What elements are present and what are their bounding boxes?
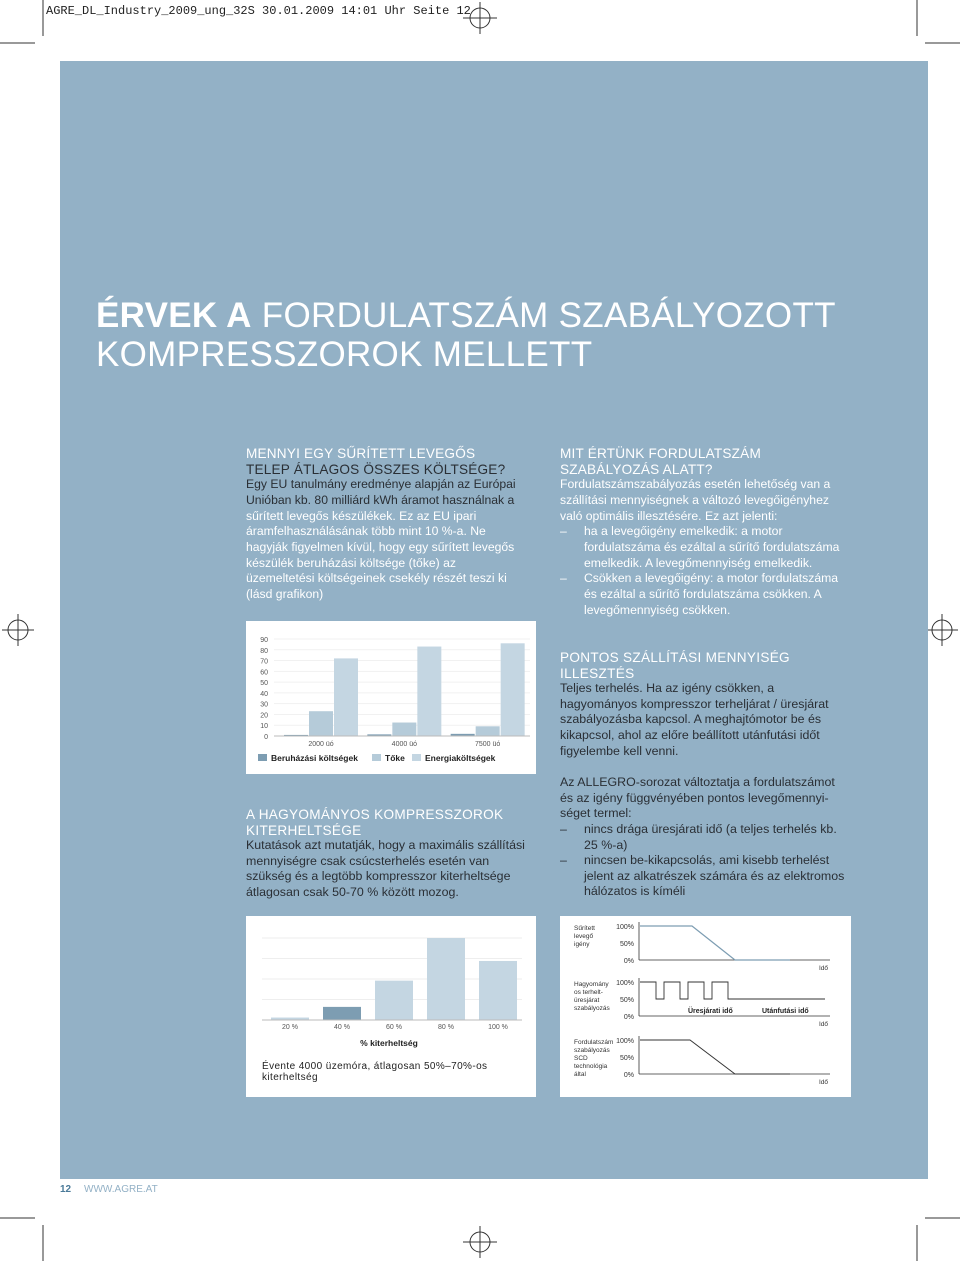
legend-label: Tőke: [385, 753, 405, 763]
cost-body: [246, 477, 546, 603]
x-tick-label: 7500 üó: [475, 741, 501, 748]
text-line: sűrített levegős készülékek. Ez az EU ipari: [246, 508, 477, 523]
text-line: szükség és a legtöbb kompresszor kiterheltsége: [246, 869, 511, 884]
delivery-heading: [560, 650, 860, 681]
idle-time-label: Üresjárati idő: [688, 1008, 733, 1015]
text-line: séget termel:: [560, 806, 632, 821]
heading-line: KITERHELTSÉGE: [246, 822, 362, 838]
row-label: os terhelt-: [574, 989, 603, 996]
y-tick-label: 0%: [623, 958, 634, 965]
y-tick-label: 90: [260, 637, 268, 644]
load-chart: [246, 916, 536, 1097]
speed-control-section: [560, 446, 860, 619]
row-label: szabályozás: [574, 1005, 610, 1012]
bar-energy: [334, 658, 358, 736]
heading-line: MENNYI EGY SŰRÍTETT LEVEGŐS: [246, 446, 476, 461]
text-line: szabályozásba kapcsol. A meghajtómotor be és: [560, 712, 822, 727]
y-tick-label: 0: [264, 734, 268, 741]
text-line: üzemeltetési költségeinek csekély részét teszi ki: [246, 571, 507, 586]
row-label: Sűrített: [574, 925, 595, 932]
text-line: mennyiségre csak csúcsterhelés esetén van: [246, 853, 490, 868]
text-line: (lásd grafikon): [246, 587, 324, 602]
heading-line: MIT ÉRTÜNK FORDULATSZÁM: [560, 446, 761, 461]
text-line: hálózatos is kíméli: [584, 884, 686, 899]
text-line: Unióban kb. 80 milliárd kWh áramot használnak a: [246, 492, 515, 507]
text-line: és az igény függvényében pontos levegőmennyi-: [560, 790, 829, 805]
x-tick-label: 80 %: [438, 1024, 454, 1031]
list-item: [560, 524, 860, 571]
text-line: levegőmennyiség csökken.: [584, 602, 731, 617]
cost-chart: [246, 621, 536, 774]
y-tick-label: 0%: [623, 1072, 634, 1079]
text-line: – ha a levegőigény emelkedik: a motor: [584, 524, 783, 539]
on-off-curve: [640, 982, 825, 999]
title-part-1: FORDULATSZÁM SZABÁLYOZOTT: [251, 296, 836, 335]
list-item: [560, 571, 860, 618]
y-tick-label: 100%: [616, 980, 634, 987]
y-tick-label: 50%: [619, 997, 634, 1004]
text-line: és ezáltal a sűrítő fordulatszáma csökken. A: [584, 587, 822, 602]
y-tick-label: 50%: [619, 1055, 634, 1062]
text-line: – nincs drága üresjárati idő (a teljes terhelés kb.: [584, 821, 837, 836]
text-line: – nincsen be-kikapcsolás, ami kisebb terhelést: [584, 853, 830, 868]
text-line: fordulatszáma és ezáltal a sűrítő fordulatszáma: [584, 540, 840, 554]
x-tick-label: 4000 üó: [391, 741, 417, 748]
run-on-time-label: Utánfutási idő: [762, 1008, 809, 1015]
text-line: készülék beruházási költsége (tőke) az: [246, 555, 457, 570]
cost-chart-svg: [246, 621, 536, 774]
x-axis-label: % kiterheltség: [360, 1038, 418, 1048]
row-label: által: [574, 1071, 586, 1078]
row-label: Fordulatszám: [574, 1039, 614, 1046]
x-tick-label: 100 %: [488, 1024, 508, 1031]
list-item: [560, 822, 860, 853]
text-line: hagyományos kompresszor terheljárat / üresjárat: [560, 696, 829, 711]
bar: [479, 961, 517, 1020]
row-label: szabályozás: [574, 1047, 610, 1054]
list-item: [560, 853, 860, 900]
cost-heading: [246, 446, 546, 477]
legend-swatch: [412, 754, 421, 761]
x-tick-label: 40 %: [334, 1024, 350, 1031]
load-section: [246, 807, 546, 901]
text-line: kikapcsol, ahol az előre beállított utánfutási időt: [560, 727, 820, 742]
y-tick-label: 100%: [616, 924, 634, 931]
bar: [323, 1007, 361, 1020]
y-tick-label: 60: [260, 669, 268, 677]
allegro-list: [560, 822, 860, 900]
text-line: szállítási mennyiségnek a változó levegőigényhez: [560, 492, 829, 507]
chart-caption: kiterheltség: [262, 1072, 318, 1083]
demand-curve: [640, 926, 790, 960]
bar-energy: [501, 643, 525, 736]
y-tick-label: 50%: [619, 941, 634, 948]
bar-capital: [392, 723, 416, 736]
text-line: áramfelhasználásának több mint 10 %-a. Ne: [246, 524, 486, 539]
row-label: technológia: [574, 1063, 608, 1070]
load-chart-svg: [246, 916, 536, 1097]
legend-swatch: [258, 754, 267, 761]
operation-diagram-svg: [560, 916, 851, 1097]
printer-slug: AGRE_DL_Industry_2009_ung_32S 30.01.2009 14:01 Uhr Seite 12: [46, 4, 471, 18]
speed-control-list: [560, 524, 860, 618]
text-line: Fordulatszámszabályozás esetén lehetőség van a: [560, 477, 831, 492]
bar-energy: [417, 647, 441, 736]
x-tick-label: 60 %: [386, 1024, 402, 1031]
text-line: 25 %-a): [584, 837, 628, 852]
legend-swatch: [372, 754, 381, 761]
x-tick-label: 20 %: [282, 1024, 298, 1031]
row-label: üresjárat: [574, 997, 600, 1004]
x-tick-label: 2000 üó: [308, 741, 334, 748]
text-line: átlagosan csak 50-70 % között mozog.: [246, 884, 459, 899]
time-axis-label: Idő: [818, 1021, 828, 1028]
row-label: SCD: [574, 1055, 588, 1062]
cost-section: [246, 446, 546, 603]
load-heading: [246, 807, 546, 838]
footer-url[interactable]: WWW.AGRE.AT: [84, 1184, 158, 1195]
chart-caption: Évente 4000 üzemóra, átlagosan 50%–70%-os: [262, 1061, 488, 1072]
text-line: emelkedik. A levegőmennyiség emelkedik.: [584, 555, 813, 570]
text-line: hagyják figyelmen kívül, hogy egy sűrített levegős: [246, 540, 515, 554]
title-bold: ÉRVEK A: [96, 296, 252, 335]
legend-label: Energiaköltségek: [425, 753, 496, 763]
page-number: 12: [60, 1184, 72, 1195]
y-tick-label: 30: [260, 701, 268, 709]
y-tick-label: 70: [260, 658, 268, 666]
speed-control-heading: [560, 446, 860, 477]
heading-line: ILLESZTÉS: [560, 665, 635, 681]
time-axis-label: Idő: [818, 1079, 828, 1086]
bar-capital: [476, 726, 500, 736]
operation-diagram: [560, 916, 851, 1097]
bar: [427, 938, 465, 1020]
y-tick-label: 80: [260, 647, 268, 655]
delivery-section: [560, 650, 860, 900]
heading-line: TELEP ÁTLAGOS ÖSSZES KÖLTSÉGE?: [246, 461, 506, 477]
row-label: igény: [574, 941, 590, 948]
y-tick-label: 20: [260, 712, 268, 720]
y-tick-label: 50: [260, 680, 268, 688]
row-label: levegő: [574, 933, 594, 940]
text-line: Egy EU tanulmány eredménye alapján az Európai: [246, 477, 516, 492]
row-label: Hagyomány: [574, 981, 609, 988]
y-tick-label: 40: [260, 690, 268, 698]
scd-curve: [640, 1040, 790, 1074]
text-line: jelent az alkatrészek számára és az elektromos: [584, 868, 845, 883]
title-part-2: KOMPRESSZOROK MELLETT: [96, 335, 593, 374]
bar: [375, 981, 413, 1020]
text-line: Az ALLEGRO-sorozat változtatja a fordulatszámot: [560, 775, 835, 790]
bar-capital: [309, 711, 333, 736]
text-line: – Csökken a levegőigény: a motor fordulatszáma: [584, 571, 839, 586]
legend-label: Beruházási költségek: [271, 753, 358, 763]
heading-line: PONTOS SZÁLLÍTÁSI MENNYISÉG: [560, 650, 790, 665]
y-tick-label: 100%: [616, 1038, 634, 1045]
text-line: Kutatások azt mutatják, hogy a maximális szállítási: [246, 838, 525, 853]
text-line: való optimális illesztésére. Ez azt jelenti:: [560, 508, 778, 523]
page-title: [96, 296, 836, 374]
y-tick-label: 10: [260, 723, 268, 731]
heading-line: SZABÁLYOZÁS ALATT?: [560, 461, 713, 477]
time-axis-label: Idő: [818, 965, 828, 972]
text-line: figyelembe kell venni.: [560, 743, 679, 758]
heading-line: A HAGYOMÁNYOS KOMPRESSZOROK: [246, 807, 504, 822]
text-line: Teljes terhelés. Ha az igény csökken, a: [560, 681, 775, 696]
y-tick-label: 0%: [623, 1014, 634, 1021]
